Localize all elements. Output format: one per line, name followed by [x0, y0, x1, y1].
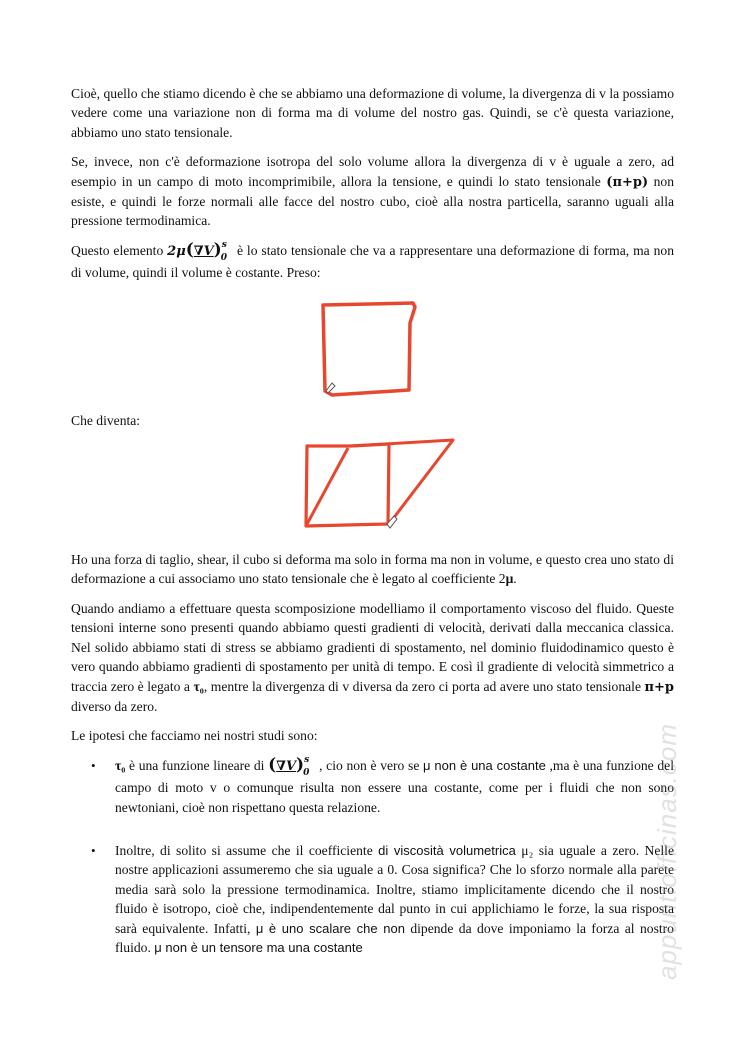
paragraph-2: Se, invece, non c'è deformazione isotropa del solo volume allora la divergenza di v è uguale a zero, ad esempio in un campo di moto incomprimibile, allora la tensione, e quindi lo stato tensionale (π+p) non esiste, e quindi le forze normali alle facce del nostro cubo, cioè alla nostra particella, saranno uguali alla pressione termodinamica.: [71, 154, 674, 229]
watermark: appuntiofficinas.com: [652, 722, 682, 980]
bullet-icon: •: [91, 842, 96, 858]
document-body: [71, 84, 682, 981]
bullet-icon: •: [91, 757, 96, 773]
figure-square: [71, 293, 674, 405]
paragraph-3: Questo elemento $2\mu(\nabla V)^s_0$ è lo stato tensionale che va a rappresentare una deformazione di forma, ma non di volume, quindi il volume è costante. Preso:: [71, 239, 674, 281]
list-item: • τ₀ è una funzione lineare di $(\nabla V)^s_0$ , cio non è vero se μ non è una costante ,ma è una funzione del campo di moto v o comunque risulta non essere una costante, come per i fluidi che non sono newtoniani, cioè non rispettano questa relazione.: [91, 754, 674, 815]
formula-2mu-gradV: $2\mu(\nabla V)^s_0$: [167, 239, 228, 263]
sheared-sketch: [303, 438, 463, 534]
formula-gradV: $(\nabla V)^s_0$: [268, 754, 310, 778]
figure-parallelogram: [71, 438, 674, 544]
pi-plus-p: (π+p): [606, 174, 649, 190]
paragraph-5: Ho una forza di taglio, shear, il cubo si deforma ma solo in forma ma non in volume, e questo crea uno stato di deformazione a cui associamo uno stato tensionale che è legato al coefficiente 2μ.: [71, 552, 674, 587]
paragraph-7: Le ipotesi che facciamo nei nostri studi sono:: [71, 728, 318, 744]
paragraph-4: Che diventa:: [71, 412, 141, 428]
paragraph-6: Quando andiamo a effettuare questa scomposizione modelliamo il comportamento viscoso del fluido. Queste tensioni interne sono presenti quando abbiamo questi gradienti di velocità, derivati dalla meccanica classica. Nel solido abbiamo stati di stress se abbiamo gradienti di spostamento, nel dominio fluidodinamico questo è vero quando abbiamo gradienti di spostamento per unità di tempo. E così il gradiente di velocità simmetrico a traccia zero è legato a τ₀, mentre la divergenza di v diversa da zero ci porta ad avere uno stato tensionale π+p diverso da zero.: [71, 600, 675, 714]
square-sketch: [316, 295, 426, 399]
list-item: • Inoltre, di solito si assume che il coefficiente di viscosità volumetrica μ₂ sia uguale a zero. Nelle nostre applicazioni assumeremo che sia uguale a 0. Cosa significa? Che lo sforzo normale alla parete media sarà solo la pressione termodinamica. Inoltre, stiamo implicitamente dicendo che il nostro fluido è isotropo, cioè che, indipendentemente dal punto in cui applichiamo le forze, la sua risposta sarà equivalente. Infatti, μ è uno scalare che non dipende da dove imponiamo la forza al nostro fluido. μ non è un tensore ma una costante: [91, 842, 674, 955]
hypotheses-list: [71, 756, 674, 958]
paragraph-1: Cioè, quello che stiamo dicendo è che se abbiamo una deformazione di volume, la divergenza di v la possiamo vedere come una variazione non di forma ma di volume del nostro gas. Quindi, se c'è questa variazione, abbiamo uno stato tensionale.: [71, 86, 674, 140]
pen-icon: [326, 383, 335, 393]
